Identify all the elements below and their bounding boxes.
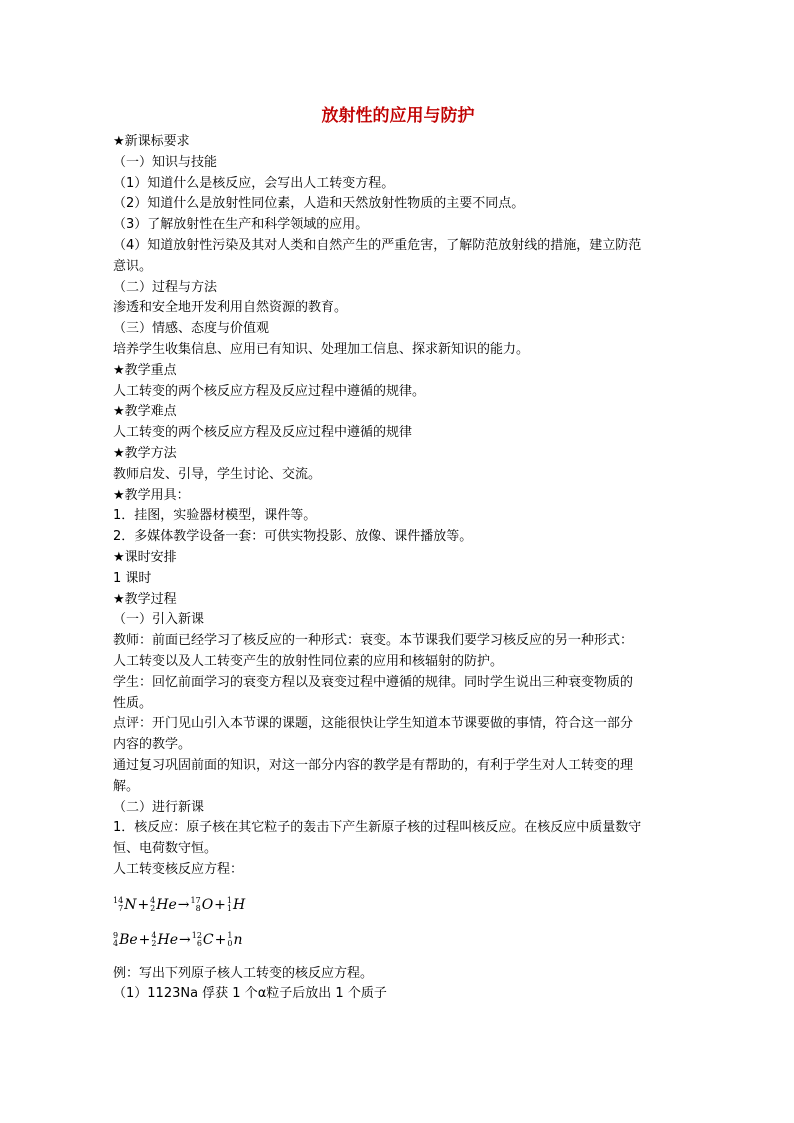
text-line: 内容的教学。 — [113, 737, 192, 753]
nuclide — [113, 922, 138, 958]
text-line: 解。 — [113, 778, 140, 794]
element-symbol: He — [157, 931, 178, 948]
text-line: ★新课标要求 — [113, 134, 190, 149]
equation-operator: → — [177, 896, 190, 913]
element-symbol: O — [201, 896, 214, 913]
nuclear-equation — [113, 890, 683, 920]
mass-number: 12 — [191, 930, 202, 940]
text-line: 恒、电荷数守恒。 — [113, 841, 218, 857]
equation-operator: + — [214, 896, 226, 913]
nuclide — [150, 890, 177, 920]
mass-number: 1 — [226, 895, 232, 905]
text-line: （2）知道什么是放射性同位素，人造和天然放射性物质的主要不同点。 — [113, 196, 525, 212]
charge-number: 0 — [227, 938, 233, 948]
text-line: （一）引入新课 — [113, 612, 205, 628]
text-line: ★教学方法 — [113, 445, 177, 461]
charge-number: 4 — [113, 938, 119, 948]
text-line: ★教学过程 — [113, 591, 177, 607]
charge-number: 7 — [118, 903, 124, 913]
text-line: 2．多媒体教学设备一套：可供实物投影、放像、课件播放等。 — [113, 529, 473, 545]
text-line: 人工转变的两个核反应方程及反应过程中遵循的规律。 — [113, 383, 426, 399]
text-line: 学生：回忆前面学习的衰变方程以及衰变过程中遵循的规律。同时学生说出三种衰变物质的 — [113, 674, 634, 690]
text-line: 性质。 — [113, 695, 153, 711]
equation-operator: + — [137, 896, 150, 913]
equation-operator: + — [214, 931, 227, 948]
text-line: 例：写出下列原子核人工转变的核反应方程。 — [113, 965, 374, 981]
nuclide — [192, 922, 214, 958]
text-line: 教师启发、引导，学生讨论、交流。 — [113, 466, 322, 482]
charge-number: 2 — [151, 938, 157, 948]
nuclide — [151, 922, 178, 958]
text-line: 培养学生收集信息、应用已有知识、处理加工信息、探求新知识的能力。 — [113, 341, 530, 357]
text-line: ★课时安排 — [113, 549, 177, 565]
text-line: （三）情感、态度与价值观 — [113, 321, 270, 337]
mass-number: 4 — [150, 895, 156, 905]
nuclide — [113, 890, 136, 920]
text-line: 1．挂图，实验器材模型，课件等。 — [113, 508, 317, 524]
charge-number: 1 — [226, 903, 232, 913]
nuclide — [191, 890, 214, 920]
text-line: ★教学用具： — [113, 487, 190, 503]
text-line: 人工转变核反应方程： — [113, 861, 244, 877]
element-symbol: C — [202, 931, 214, 948]
charge-number: 2 — [150, 903, 156, 913]
element-symbol: H — [233, 896, 246, 913]
document-page — [113, 105, 683, 1005]
text-line: ★教学难点 — [113, 404, 177, 420]
charge-number: 8 — [195, 903, 201, 913]
mass-number: 1 — [227, 930, 233, 940]
text-line: （1）知道什么是核反应，会写出人工转变方程。 — [113, 175, 395, 191]
text-line: 人工转变以及人工转变产生的放射性同位素的应用和核辐射的防护。 — [113, 653, 504, 669]
text-line: （一）知识与技能 — [113, 154, 218, 170]
text-line: 通过复习巩固前面的知识，对这一部分内容的教学是有帮助的，有利于学生对人工转变的理 — [113, 757, 634, 773]
text-line: 教师：前面已经学习了核反应的一种形式：衰变。本节课我们要学习核反应的另一种形式： — [113, 633, 634, 649]
text-line: 人工转变的两个核反应方程及反应过程中遵循的规律 — [113, 425, 413, 441]
element-symbol: n — [233, 931, 243, 948]
element-symbol: N — [124, 896, 137, 913]
text-line: （二）过程与方法 — [113, 279, 218, 295]
text-line: 渗透和安全地开发利用自然资源的教育。 — [113, 300, 348, 316]
equation-operator: + — [138, 931, 151, 948]
text-line: 点评：开门见山引入本节课的课题，这能很快让学生知道本节课要做的事情，符合这一部分 — [113, 716, 634, 732]
nuclear-equations — [113, 890, 683, 958]
mass-number: 14 — [113, 895, 124, 905]
text-line: （1）1123Na 俘获 1 个α粒子后放出 1 个质子 — [113, 986, 387, 1002]
text-block-example — [113, 964, 683, 1006]
nuclide — [227, 922, 242, 958]
mass-number: 9 — [113, 930, 119, 940]
element-symbol: He — [156, 896, 177, 913]
text-line: （4）知道放射性污染及其对人类和自然产生的严重危害，了解防范放射线的措施，建立防范 — [113, 237, 642, 253]
nuclide — [227, 890, 245, 920]
text-line: （3）了解放射性在生产和科学领域的应用。 — [113, 217, 369, 233]
text-line: 1．核反应：原子核在其它粒子的轰击下产生新原子核的过程叫核反应。在核反应中质量数守 — [113, 820, 642, 836]
text-line: 意识。 — [113, 258, 153, 274]
text-line: 1 课时 — [113, 570, 152, 586]
mass-number: 4 — [151, 930, 157, 940]
text-line: ★教学重点 — [113, 362, 177, 378]
equation-operator: → — [179, 931, 191, 948]
element-symbol: Be — [119, 931, 138, 948]
text-block-objectives-and-process — [113, 132, 683, 881]
nuclear-equation — [113, 922, 683, 958]
mass-number: 17 — [190, 895, 201, 905]
charge-number: 6 — [196, 938, 202, 948]
document-title: 放射性的应用与防护 — [321, 106, 475, 126]
text-line: （二）进行新课 — [113, 799, 205, 815]
